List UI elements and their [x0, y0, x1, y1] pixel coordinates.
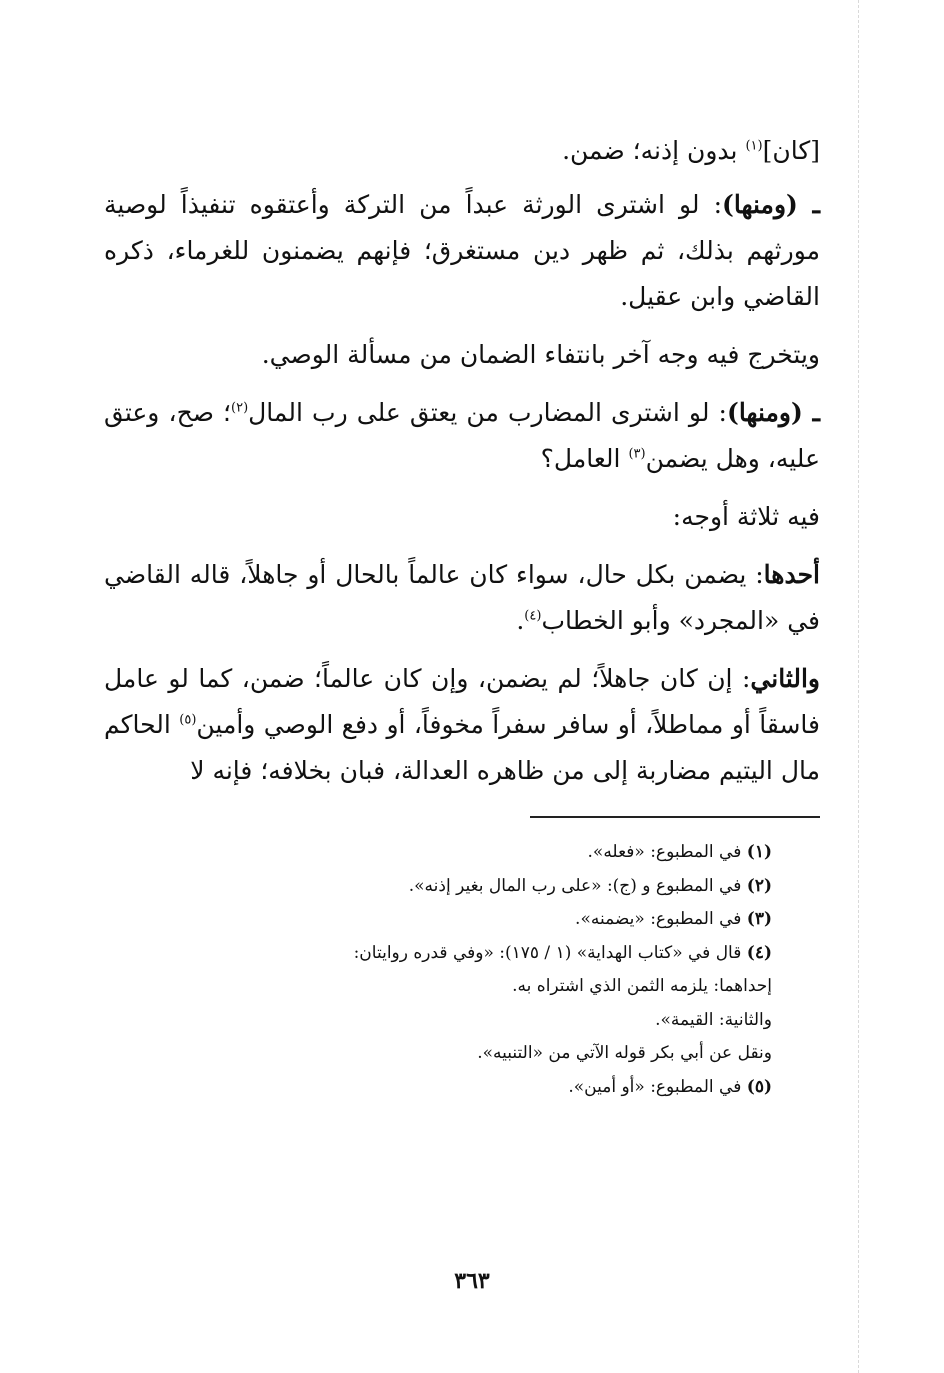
footnote-5	[104, 1071, 772, 1105]
page-number: ٣٦٣	[454, 1268, 490, 1294]
footnote-ref-1[interactable]: (١)	[745, 138, 763, 154]
footnotes	[104, 836, 820, 1104]
paragraph-4	[104, 390, 820, 482]
footnote-ref-2[interactable]: (٢)	[231, 400, 249, 416]
paragraph-7	[104, 656, 820, 794]
paragraph-5	[104, 494, 820, 540]
paragraph-1	[104, 128, 820, 174]
footnote-number: (٣)	[746, 909, 772, 929]
paragraph-2	[104, 182, 820, 320]
footnote-2	[104, 870, 772, 904]
footnote-1	[104, 836, 772, 870]
footnote-text: قال في «كتاب الهداية» (١ / ١٧٥): «وفي قدره روايتان:	[353, 942, 747, 963]
paragraph-6	[104, 552, 820, 644]
p7-text-b: الحاكم مال اليتيم مضاربة إلى من ظاهره العدالة، فبان بخلافه؛ فإنه لا	[104, 710, 820, 785]
p4-label: ـ (ومنها)	[726, 398, 820, 427]
p7-label: والثاني	[750, 664, 820, 693]
p4-text-c: العامل؟	[540, 444, 629, 473]
footnote-text: في المطبوع: «أو أمين».	[568, 1076, 747, 1097]
footnote-3	[104, 903, 772, 937]
footnote-ref-5[interactable]: (٥)	[179, 712, 197, 728]
p1-text-a: [كان]	[762, 136, 820, 165]
footnote-4	[104, 937, 772, 971]
paragraph-3	[104, 332, 820, 378]
p2-text: : لو اشترى الورثة عبداً من التركة وأعتقوه تنفيذاً لوصية مورثهم بذلك، ثم ظهر دين مستغرق؛ فإنهم يضمنون للغرماء، ذكره القاضي وابن عقيل.	[104, 190, 820, 311]
page-edge-rule	[858, 0, 859, 1373]
footnote-text: في المطبوع: «فعله».	[587, 842, 747, 862]
footnote-divider	[530, 816, 820, 818]
footnote-text: إحداهما: يلزمه الثمن الذي اشتراه به.	[512, 976, 772, 996]
footnote-ref-3[interactable]: (٣)	[628, 446, 646, 462]
footnote-number: (٤)	[746, 942, 772, 963]
footnote-text: في المطبوع و (ج): «على رب المال بغير إذنه».	[408, 875, 747, 896]
p1-text-b: بدون إذنه؛ ضمن.	[562, 136, 746, 165]
footnote-number: (٢)	[746, 875, 772, 896]
footnote-text: في المطبوع: «يضمنه».	[575, 909, 747, 929]
p7-text-a: : إن كان جاهلاً؛ لم يضمن، وإن كان عالماً؛ ضمن، كما لو عامل فاسقاً أو مماطلاً، أو سافر سفراً مخوفاً، أو دفع الوصي وأمين	[104, 664, 820, 739]
footnote-text: ونقل عن أبي بكر قوله الآتي من «التنبيه».	[477, 1043, 772, 1063]
p6-text-b: .	[516, 606, 525, 635]
p2-label: ـ (ومنها)	[722, 190, 821, 219]
footnote-4-line-3	[104, 1004, 772, 1038]
footnote-4-line-2	[104, 970, 772, 1004]
footnote-text: والثانية: القيمة».	[655, 1009, 772, 1030]
footnote-number: (١)	[746, 842, 772, 862]
p3-text: ويتخرج فيه وجه آخر بانتفاء الضمان من مسألة الوصي.	[261, 340, 820, 369]
footnote-4-line-4	[104, 1037, 772, 1071]
p4-text-b: ؛ صح، وعتق عليه، وهل يضمن	[104, 398, 820, 473]
p4-text-a: : لو اشترى المضارب من يعتق على رب المال	[248, 398, 727, 427]
p5-text: فيه ثلاثة أوجه:	[672, 502, 820, 531]
footnote-ref-4[interactable]: (٤)	[524, 608, 542, 624]
p6-label: أحدها	[763, 560, 820, 589]
page-content	[104, 128, 820, 1104]
p6-text-a: : يضمن بكل حال، سواء كان عالماً بالحال أو جاهلاً، قاله القاضي في «المجرد» وأبو الخطاب	[104, 560, 820, 635]
footnote-number: (٥)	[746, 1076, 772, 1097]
